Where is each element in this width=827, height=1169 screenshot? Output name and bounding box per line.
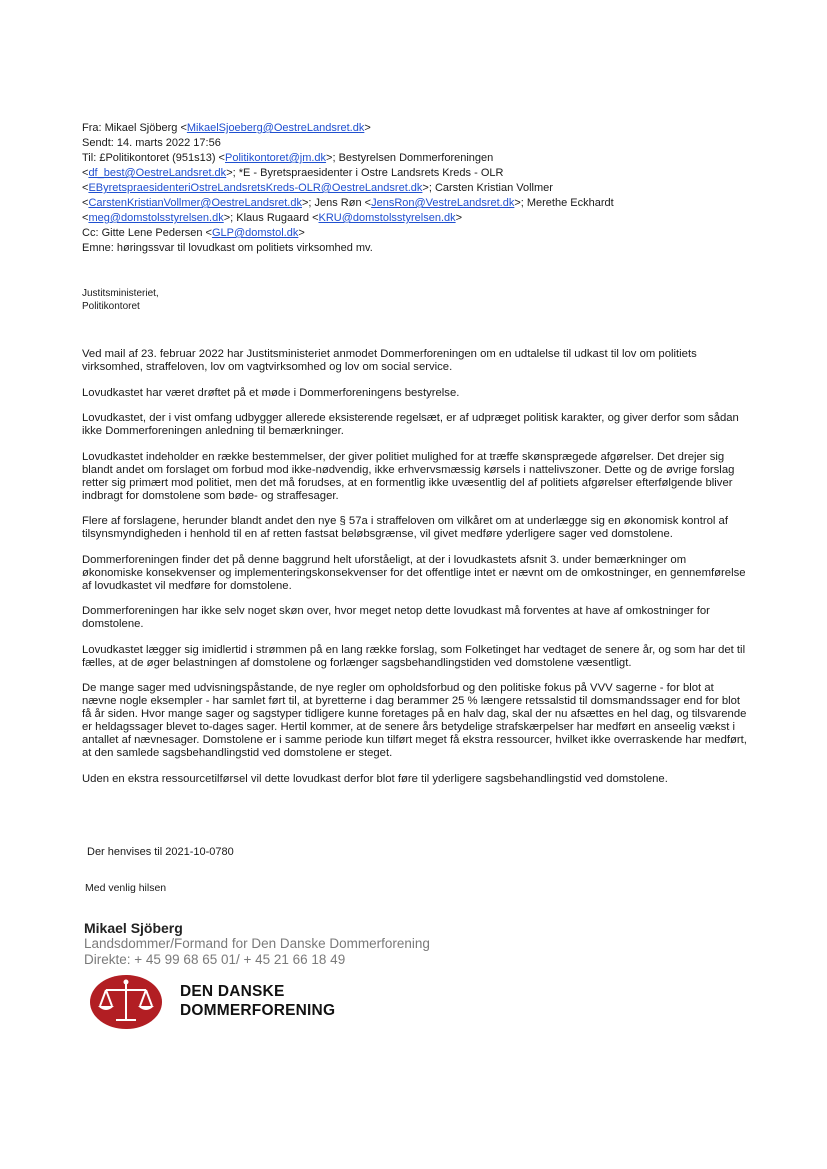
addressee-line: Justitsministeriet, <box>82 288 159 299</box>
signature-title: Landsdommer/Formand for Den Danske Dommerforening <box>84 936 430 951</box>
bracket: > <box>298 227 305 239</box>
from-name: Mikael Sjöberg < <box>104 122 187 134</box>
subject-row <box>82 241 762 256</box>
bracket: < <box>82 167 89 179</box>
from-email-link[interactable]: MikaelSjoeberg@OestreLandsret.dk <box>186 122 365 134</box>
signature-name: Mikael Sjöberg <box>84 920 183 936</box>
to-row-5 <box>82 211 762 226</box>
body-paragraph: Lovudkastet indeholder en række bestemmelser, der giver politiet mulighed for at træffe skønsprægede afgørelser. Det drejer sig blandt andet om forslaget om forbud mod ikke-nødvendig, ikke erhvervsmæssig kørsels i nattelivszoner. Dette og de øvrige forslag retter sig primært mod politiet, men det må forudses, at en formentlig ikke uvæsentlig del af politiets afgørelser efterfølgende bliver indbragt for domstolene som bøde- og straffesager. <box>82 450 735 502</box>
cc-email-link[interactable]: GLP@domstol.dk <box>211 227 299 239</box>
to-row-4 <box>82 196 762 211</box>
body-paragraph: Ved mail af 23. februar 2022 har Justitsministeriet anmodet Dommerforeningen om en udtalelse til udkast til lov om politiets virksomhed, straffeloven, lov om vagtvirksomhed og lov om social service. <box>82 348 697 373</box>
body-paragraph: De mange sager med udvisningspåstande, de nye regler om opholdsforbud og den politiske fokus på VVV sagerne - for blot at nævne nogle eksempler - har samlet ført til, at byretterne i dag berammer 25 % længere retssalstid til domsmandssager end for blot få år siden. Hvor mange sager og sagstyper tidligere kunne foretages på en halv dag, skal der nu afsættes en hel dag, og tilsvarende er heldagssager blevet to-dages sager. Hertil kommer, at de senere års betydelige strafskærpelser har medført en anseelig vækst i antallet af nævnesager. Domstolene er i samme periode kun tilført meget få ekstra ressourcer, hvilket ikke overraskende har medført, at den samlede sagsbehandlingstid ved domstolene er steget. <box>82 682 747 759</box>
body-paragraph: Flere af forslagene, herunder blandt andet den nye § 57a i straffeloven om vilkåret om at underlægge sig en økonomisk kontrol af tilsynsmyndigheden i henhold til en af retten fastsat beløbsgrænse, vil givet medføre yderligere sager ved domstolene. <box>82 515 728 540</box>
email-header <box>82 121 762 256</box>
to-label: Til: <box>82 152 97 164</box>
to-row <box>82 151 762 166</box>
bracket: > <box>455 212 463 224</box>
sent-value: 14. marts 2022 17:56 <box>116 137 221 149</box>
to-recipient-text: >; *E - Byretspraesidenter i Ostre Landsrets Kreds - OLR <box>226 167 504 179</box>
sent-label: Sendt: <box>82 137 114 149</box>
logo-line: DOMMERFORENING <box>180 1002 336 1019</box>
addressee <box>82 287 159 313</box>
association-logo <box>88 974 348 1034</box>
body-paragraph: Lovudkastet har været drøftet på et møde i Dommerforeningens bestyrelse. <box>82 386 460 399</box>
logo-line: DEN DANSKE <box>180 983 285 1000</box>
to-email-link[interactable]: df_best@OestreLandsret.dk <box>88 167 227 179</box>
bracket: < <box>82 197 89 209</box>
to-recipient-text: >; Carsten Kristian Vollmer <box>422 182 553 194</box>
addressee-line: Politikontoret <box>82 301 140 312</box>
bracket: < <box>82 182 89 194</box>
subject-value: høringssvar til lovudkast om politiets virksomhed mv. <box>116 242 373 254</box>
to-row-2 <box>82 166 762 181</box>
signature-block <box>84 920 430 968</box>
to-email-link[interactable]: CarstenKristianVollmer@OestreLandsret.dk <box>88 197 302 209</box>
body-paragraph: Lovudkastet, der i vist omfang udbygger allerede eksisterende regelsæt, er af udpræget politisk karakter, og giver derfor som sådan ikke Dommerforeningen anledning til bemærkninger. <box>82 412 739 437</box>
to-recipient-text: >; Klaus Rugaard < <box>223 212 319 224</box>
to-email-link[interactable]: JensRon@VestreLandsret.dk <box>371 197 515 209</box>
to-row-3 <box>82 181 762 196</box>
to-email-link[interactable]: KRU@domstolsstyrelsen.dk <box>318 212 456 224</box>
signature-phone: Direkte: + 45 99 68 65 01/ + 45 21 66 18 49 <box>84 952 346 967</box>
body-paragraph: Uden en ekstra ressourcetilførsel vil dette lovudkast derfor blot føre til yderligere sagsbehandlingstid ved domstolene. <box>82 772 668 785</box>
to-recipient-text: >; Jens Røn < <box>301 197 372 209</box>
to-recipient-text: >; Bestyrelsen Dommerforeningen <box>326 152 494 164</box>
body-paragraph: Dommerforeningen finder det på denne baggrund helt uforståeligt, at der i lovudkastets afsnit 3. under bemærkninger om økonomiske konsekvenser og implementeringskonsekvenser for det offentlige intet er nævnt om de omkostninger, en gennemførelse af lovudkastet vil medføre for domstolene. <box>82 553 746 592</box>
reference-line: Der henvises til 2021-10-0780 <box>87 846 234 858</box>
cc-label: Cc: <box>82 227 99 239</box>
letter-body <box>82 348 750 798</box>
bracket: < <box>82 212 89 224</box>
body-paragraph: Lovudkastet lægger sig imidlertid i strømmen på en lang række forslag, som Folketinget har vedtaget de senere år, og som har det til fælles, at de øger belastningen af domstolene og forlænger sagsbehandlingstiden ved domstolene væsentligt. <box>82 643 746 669</box>
logo-text <box>180 982 335 1020</box>
closing-line: Med venlig hilsen <box>85 882 167 894</box>
to-recipient-text: >; Merethe Eckhardt <box>514 197 614 209</box>
body-paragraph: Dommerforeningen har ikke selv noget skøn over, hvor meget netop dette lovudkast må forventes at have af omkostninger for domstolene. <box>82 605 710 630</box>
cc-name: Gitte Lene Pedersen < <box>101 227 212 239</box>
cc-row <box>82 226 762 241</box>
sent-row <box>82 136 762 151</box>
subject-label: Emne: <box>82 242 114 254</box>
to-email-link[interactable]: EByretspraesidenteriOstreLandsretsKreds-OLR@OestreLandsret.dk <box>88 182 423 194</box>
scales-of-justice-icon <box>88 974 164 1030</box>
from-row <box>82 121 762 136</box>
from-label: Fra: <box>82 122 102 134</box>
to-email-link[interactable]: Politikontoret@jm.dk <box>225 152 327 164</box>
from-end: > <box>364 122 371 134</box>
to-email-link[interactable]: meg@domstolsstyrelsen.dk <box>88 212 224 224</box>
to-recipient-name: £Politikontoret (951s13) < <box>99 152 225 164</box>
